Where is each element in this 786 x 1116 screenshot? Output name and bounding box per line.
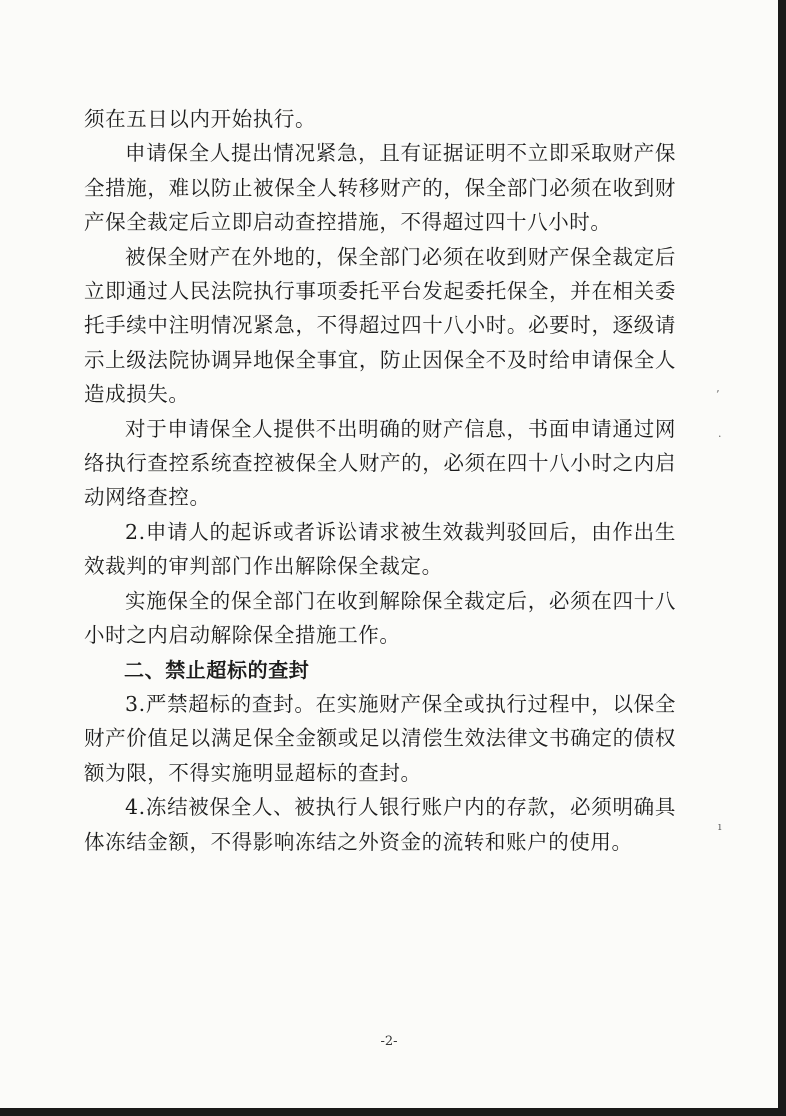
paragraph-item-2: 2.申请人的起诉或者诉讼请求被生效裁判驳回后，由作出生效裁判的审判部门作出解除保全裁定。 [84,519,676,579]
paragraph-release-preservation: 实施保全的保全部门在收到解除保全裁定后，必须在四十八小时之内启动解除保全措施工作。 [84,588,676,648]
scan-speck: · [718,430,722,443]
section-heading: 二、禁止超标的查封 [124,657,310,682]
scan-speck: ı [718,820,722,833]
paragraph-item-3: 3.严禁超标的查封。在实施财产保全或执行过程中，以保全财产价值足以满足保全金额或足以清偿生效法律文书确定的债权额为限，不得实施明显超标的查封。 [84,691,676,785]
page-number: -2- [380,1034,398,1049]
paragraph-network-inquiry: 对于申请保全人提供不出明确的财产信息，书面申请通过网络执行查控系统查控被保全人财产的，必须在四十八小时之内启动网络查控。 [84,416,676,510]
paragraph-remote-preservation: 被保全财产在外地的，保全部门必须在收到财产保全裁定后立即通过人民法院执行事项委托平台发起委托保全，并在相关委托手续中注明情况紧急，不得超过四十八小时。必要时，逐级请示上级法院协调异地保全事宜，防止因保全不及时给申请保全人造成损失。 [84,244,676,407]
paragraph-continuation: 须在五日以内开始执行。 [84,107,317,131]
scan-speck: ’ [716,388,720,401]
paragraph-urgent-preservation: 申请保全人提出情况紧急，且有证据证明不立即采取财产保全措施，难以防止被保全人转移财产的，保全部门必须在收到财产保全裁定后立即启动查控措施，不得超过四十八小时。 [84,141,676,235]
paragraph-item-4: 4.冻结被保全人、被执行人银行账户内的存款，必须明确具体冻结金额，不得影响冻结之外资金的流转和账户的使用。 [84,795,676,854]
document-body [84,102,676,859]
